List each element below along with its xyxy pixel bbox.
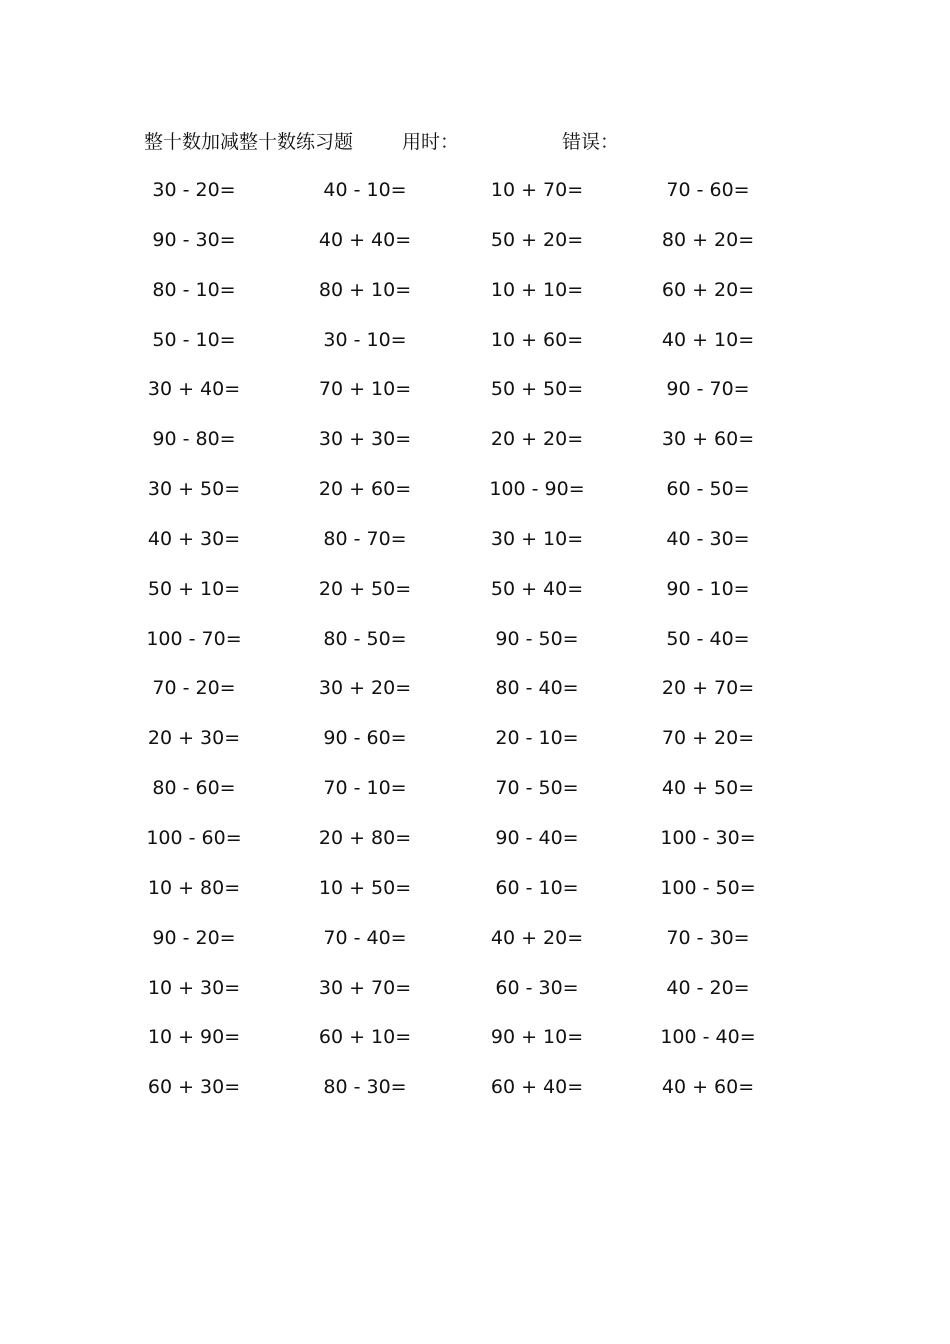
problem-item: 40 + 30= <box>147 527 241 550</box>
problem-item: 40 + 50= <box>661 777 755 800</box>
problem-item: 50 - 40= <box>666 627 750 650</box>
problem-row <box>143 1023 843 1073</box>
problem-item: 100 - 30= <box>660 826 756 849</box>
problem-item: 90 - 60= <box>323 727 407 750</box>
problem-row <box>143 326 843 376</box>
problem-item: 100 - 40= <box>660 1026 756 1049</box>
problem-item: 10 + 50= <box>318 876 412 899</box>
problem-item: 80 - 10= <box>152 278 236 301</box>
problem-item: 20 - 10= <box>495 727 579 750</box>
problem-item: 60 + 40= <box>490 1076 584 1099</box>
problem-item: 20 + 80= <box>318 826 412 849</box>
problem-row <box>143 475 843 525</box>
problem-item: 40 + 10= <box>661 328 755 351</box>
problem-item: 10 + 10= <box>490 278 584 301</box>
worksheet-title: 整十数加减整十数练习题 <box>144 131 354 153</box>
problem-item: 70 - 10= <box>323 777 407 800</box>
problem-item: 70 + 20= <box>661 727 755 750</box>
problem-item: 90 - 50= <box>495 627 579 650</box>
problem-row <box>143 724 843 774</box>
problem-row <box>143 974 843 1024</box>
problem-item: 50 + 40= <box>490 577 584 600</box>
problem-item: 90 - 20= <box>152 926 236 949</box>
problem-item: 30 - 10= <box>323 328 407 351</box>
problem-item: 80 - 50= <box>323 627 407 650</box>
problem-item: 90 - 10= <box>666 577 750 600</box>
problem-item: 80 - 60= <box>152 777 236 800</box>
problem-item: 30 + 20= <box>318 677 412 700</box>
problem-row <box>143 575 843 625</box>
problem-item: 100 - 90= <box>489 478 585 501</box>
problem-item: 90 - 40= <box>495 826 579 849</box>
problem-item: 80 - 40= <box>495 677 579 700</box>
problem-item: 40 + 40= <box>318 228 412 251</box>
problem-item: 60 + 10= <box>318 1026 412 1049</box>
problem-item: 20 + 20= <box>490 428 584 451</box>
problem-item: 80 + 10= <box>318 278 412 301</box>
problem-item: 70 - 40= <box>323 926 407 949</box>
problem-item: 50 + 20= <box>490 228 584 251</box>
problem-item: 10 + 80= <box>147 876 241 899</box>
problem-item: 90 + 10= <box>490 1026 584 1049</box>
problem-item: 50 - 10= <box>152 328 236 351</box>
problem-item: 30 - 20= <box>152 179 236 201</box>
problem-item: 50 + 50= <box>490 378 584 401</box>
problem-item: 100 - 70= <box>146 627 242 650</box>
problem-item: 80 - 30= <box>323 1076 407 1099</box>
problem-grid <box>143 176 843 1123</box>
problem-row <box>143 824 843 874</box>
problem-item: 90 - 70= <box>666 378 750 401</box>
problem-item: 80 - 70= <box>323 527 407 550</box>
problem-row <box>143 674 843 724</box>
problem-item: 70 - 60= <box>666 179 750 201</box>
problem-item: 20 + 50= <box>318 577 412 600</box>
problem-item: 70 + 10= <box>318 378 412 401</box>
problem-item: 90 - 30= <box>152 228 236 251</box>
problem-row <box>143 226 843 276</box>
problem-item: 40 - 30= <box>666 527 750 550</box>
problem-row <box>143 1073 843 1123</box>
worksheet-header <box>144 128 844 156</box>
problem-item: 40 - 20= <box>666 976 750 999</box>
problem-item: 30 + 10= <box>490 527 584 550</box>
problem-item: 30 + 30= <box>318 428 412 451</box>
problem-item: 30 + 70= <box>318 976 412 999</box>
errors-label: 错误： <box>562 131 620 153</box>
problem-item: 40 - 10= <box>323 179 407 201</box>
problem-item: 40 + 60= <box>661 1076 755 1099</box>
problem-row <box>143 375 843 425</box>
problem-item: 20 + 70= <box>661 677 755 700</box>
problem-item: 10 + 30= <box>147 976 241 999</box>
problem-row <box>143 525 843 575</box>
problem-item: 30 + 40= <box>147 378 241 401</box>
problem-item: 60 - 50= <box>666 478 750 501</box>
problem-item: 30 + 60= <box>661 428 755 451</box>
problem-item: 10 + 90= <box>147 1026 241 1049</box>
problem-item: 100 - 50= <box>660 876 756 899</box>
problem-item: 10 + 70= <box>490 179 584 201</box>
problem-item: 50 + 10= <box>147 577 241 600</box>
problem-item: 40 + 20= <box>490 926 584 949</box>
problem-item: 100 - 60= <box>146 826 242 849</box>
problem-item: 10 + 60= <box>490 328 584 351</box>
problem-item: 30 + 50= <box>147 478 241 501</box>
time-used-label: 用时： <box>402 131 460 153</box>
problem-item: 60 - 10= <box>495 876 579 899</box>
problem-row <box>143 176 843 226</box>
problem-item: 70 - 30= <box>666 926 750 949</box>
problem-item: 70 - 50= <box>495 777 579 800</box>
problem-item: 90 - 80= <box>152 428 236 451</box>
problem-row <box>143 874 843 924</box>
problem-item: 60 + 20= <box>661 278 755 301</box>
problem-row <box>143 625 843 675</box>
problem-item: 80 + 20= <box>661 228 755 251</box>
problem-item: 60 + 30= <box>147 1076 241 1099</box>
problem-row <box>143 774 843 824</box>
problem-item: 20 + 30= <box>147 727 241 750</box>
problem-item: 70 - 20= <box>152 677 236 700</box>
problem-row <box>143 425 843 475</box>
problem-item: 60 - 30= <box>495 976 579 999</box>
problem-row <box>143 924 843 974</box>
problem-row <box>143 276 843 326</box>
problem-item: 20 + 60= <box>318 478 412 501</box>
